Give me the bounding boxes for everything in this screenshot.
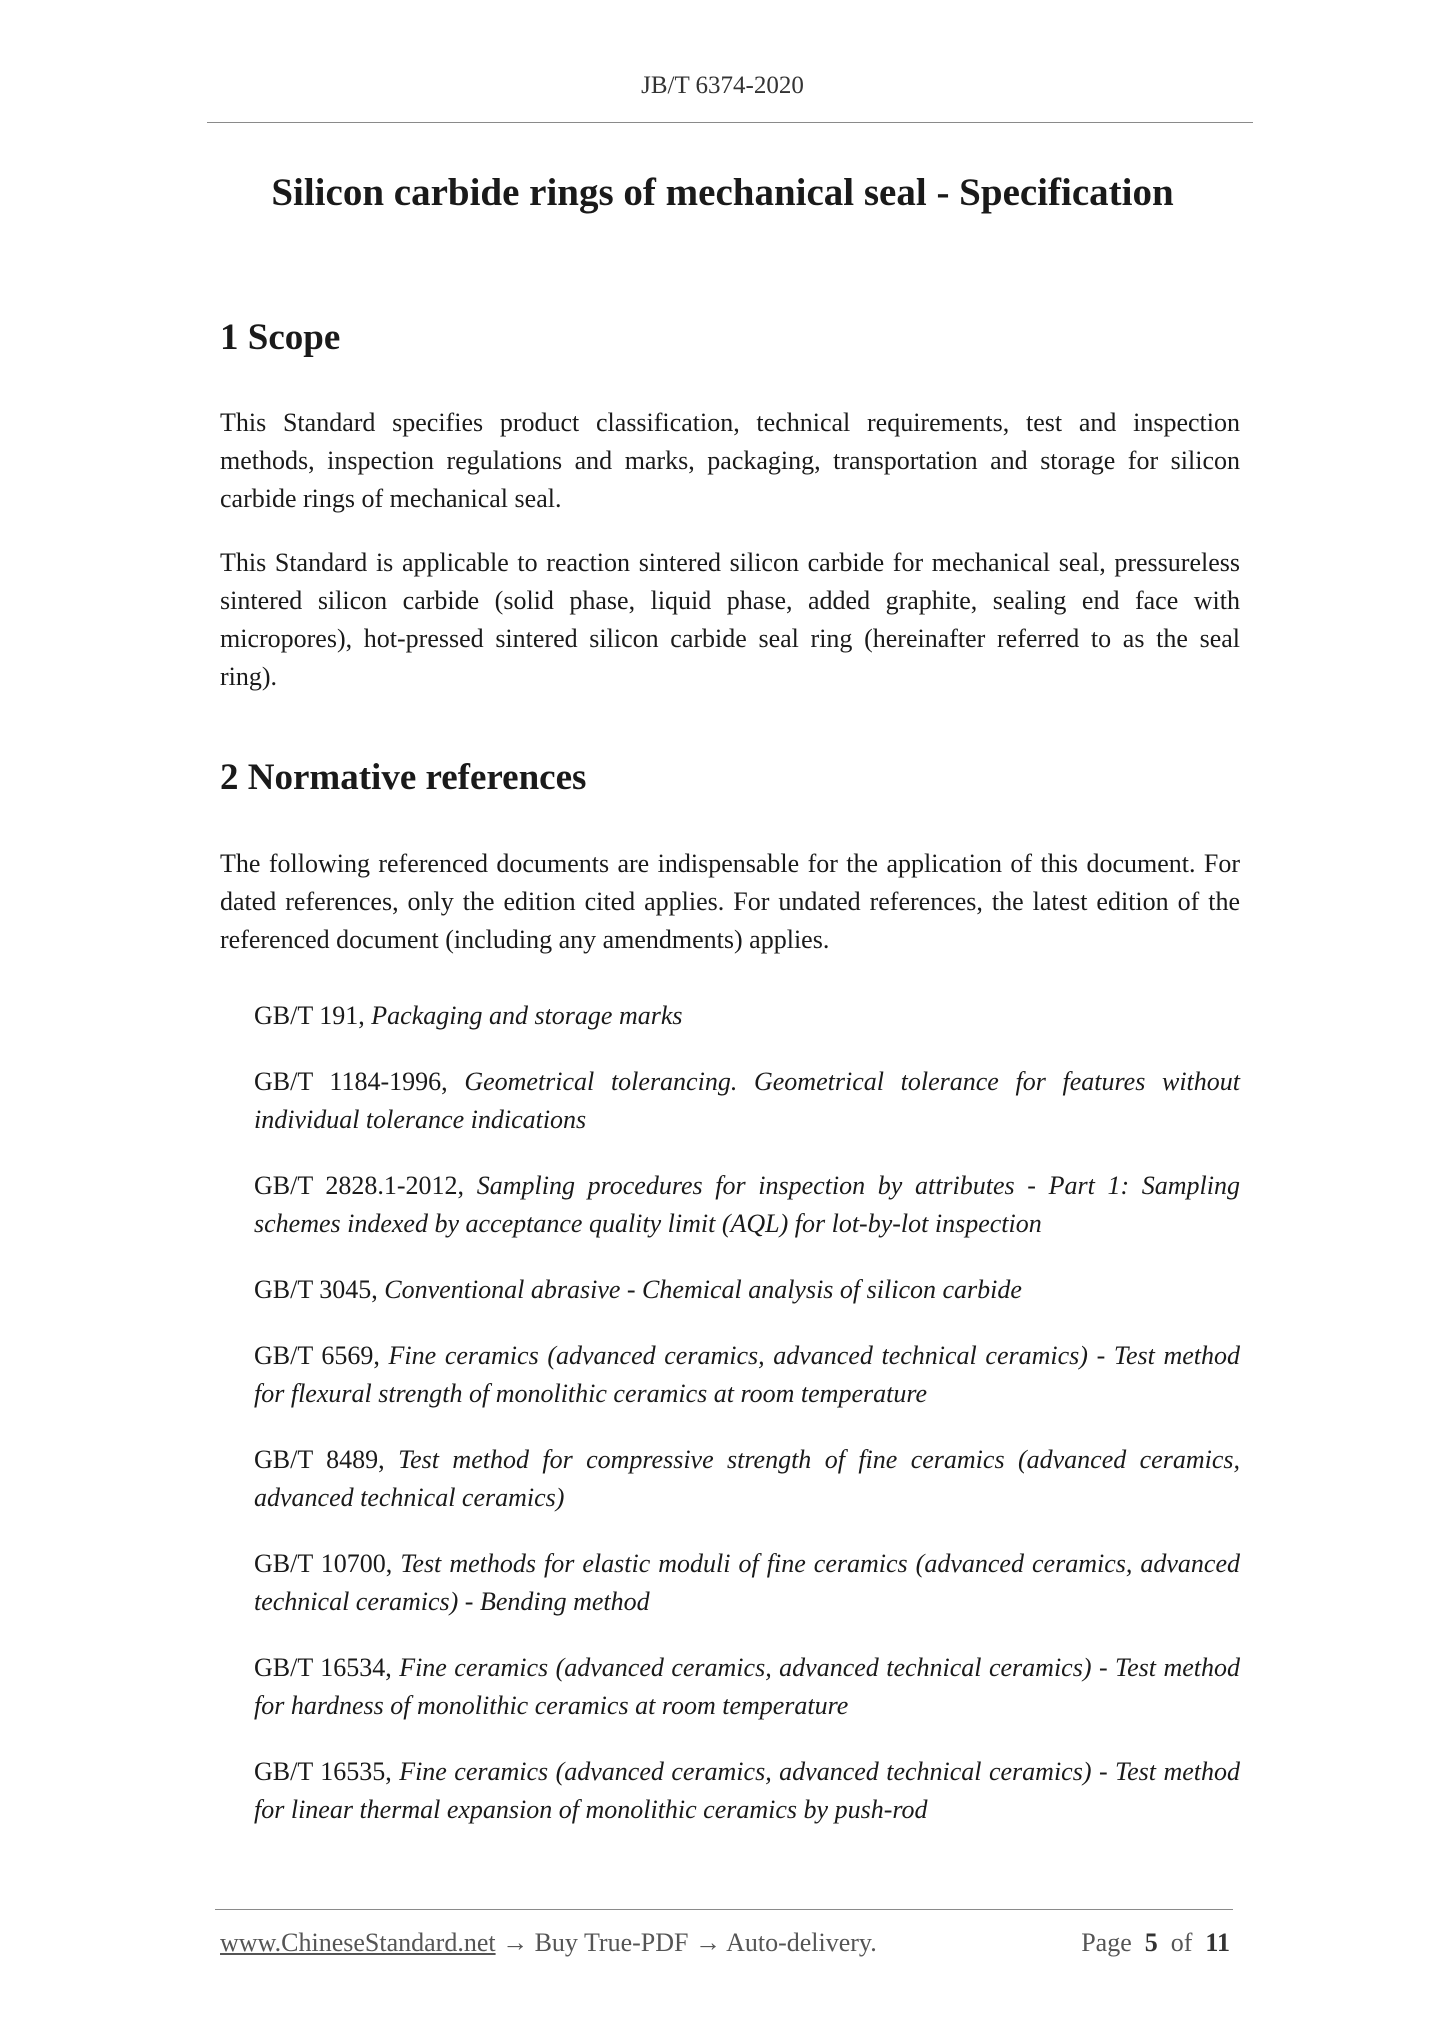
page-number bbox=[1081, 1928, 1230, 1958]
reference-title: Fine ceramics (advanced ceramics, advanced technical ceramics) - Test method for hardness of monolithic ceramics at room temperature bbox=[254, 1652, 1241, 1720]
reference-code: GB/T 16534, bbox=[254, 1652, 392, 1682]
scope-paragraph: This Standard specifies product classification, technical requirements, test and inspection methods, inspection regulations and marks, packaging, transportation and storage for silicon carbide rings of mechanical seal. bbox=[220, 408, 1240, 514]
reference-title: Conventional abrasive - Chemical analysis of silicon carbide bbox=[384, 1274, 1022, 1304]
section-heading-scope: 1 Scope bbox=[220, 317, 341, 358]
reference-code: GB/T 2828.1-2012, bbox=[254, 1170, 465, 1200]
reference-code: GB/T 8489, bbox=[254, 1444, 385, 1474]
document-body bbox=[220, 316, 1240, 1857]
footer-divider bbox=[215, 1909, 1233, 1910]
reference-item bbox=[254, 1753, 1240, 1829]
footer-promo bbox=[220, 1928, 877, 1958]
section-heading-normative-references: 2 Normative references bbox=[220, 757, 587, 799]
reference-item bbox=[254, 1167, 1240, 1243]
header-divider bbox=[207, 122, 1253, 123]
reference-code: GB/T 10700, bbox=[254, 1548, 393, 1578]
arrow-icon: → bbox=[495, 1928, 535, 1957]
reference-item bbox=[254, 1441, 1240, 1517]
reference-code: GB/T 191, bbox=[254, 1000, 365, 1030]
reference-item bbox=[254, 1545, 1240, 1621]
reference-item bbox=[254, 1337, 1240, 1413]
reference-code: GB/T 6569, bbox=[254, 1340, 380, 1370]
reference-title: Test method for compressive strength of fine ceramics (advanced ceramics, advanced technical ceramics) bbox=[254, 1444, 1240, 1512]
document-title: Silicon carbide rings of mechanical seal - Specification bbox=[271, 171, 1174, 214]
reference-item bbox=[254, 1063, 1240, 1139]
reference-list bbox=[220, 997, 1240, 1829]
reference-item bbox=[254, 1271, 1240, 1309]
reference-item bbox=[254, 1649, 1240, 1725]
reference-title: Test methods for elastic moduli of fine ceramics (advanced ceramics, advanced technical ceramics) - Bending method bbox=[254, 1548, 1240, 1616]
reference-item bbox=[254, 997, 1240, 1035]
page-label: Page bbox=[1081, 1928, 1132, 1957]
scope-paragraph: This Standard is applicable to reaction sintered silicon carbide for mechanical seal, pressureless sintered silicon carbide (solid phase, liquid phase, added graphite, sealing end face with micropores), hot-pressed sintered silicon carbide seal ring (hereinafter referred to as the seal ring). bbox=[220, 548, 1240, 692]
reference-code: GB/T 1184-1996, bbox=[254, 1066, 448, 1096]
reference-title: Fine ceramics (advanced ceramics, advanced technical ceramics) - Test method for flexural strength of monolithic ceramics at room temperature bbox=[254, 1340, 1241, 1408]
auto-delivery-text: Auto-delivery. bbox=[726, 1928, 877, 1957]
reference-title: Sampling procedures for inspection by attributes - Part 1: Sampling schemes indexed by acceptance quality limit (AQL) for lot-by-lot inspection bbox=[254, 1170, 1240, 1238]
page-current: 5 bbox=[1144, 1928, 1158, 1957]
page-total: 11 bbox=[1205, 1928, 1230, 1957]
reference-code: GB/T 16535, bbox=[254, 1756, 392, 1786]
reference-title: Packaging and storage marks bbox=[371, 1000, 683, 1030]
site-link[interactable]: www.ChineseStandard.net bbox=[220, 1928, 496, 1957]
reference-title: Geometrical tolerancing. Geometrical tolerance for features without individual tolerance indications bbox=[254, 1066, 1240, 1134]
references-intro-paragraph: The following referenced documents are indispensable for the application of this document. For dated references, only the edition cited applies. For undated references, the latest edition of the referenced document (including any amendments) applies. bbox=[220, 848, 1240, 954]
buy-pdf-text: Buy True-PDF bbox=[534, 1928, 689, 1957]
document-code-header: JB/T 6374-2020 bbox=[641, 72, 804, 99]
arrow-icon: → bbox=[688, 1928, 727, 1957]
page-of-label: of bbox=[1170, 1928, 1193, 1957]
reference-title: Fine ceramics (advanced ceramics, advanced technical ceramics) - Test method for linear thermal expansion of monolithic ceramics by push-rod bbox=[254, 1756, 1241, 1824]
reference-code: GB/T 3045, bbox=[254, 1274, 378, 1304]
